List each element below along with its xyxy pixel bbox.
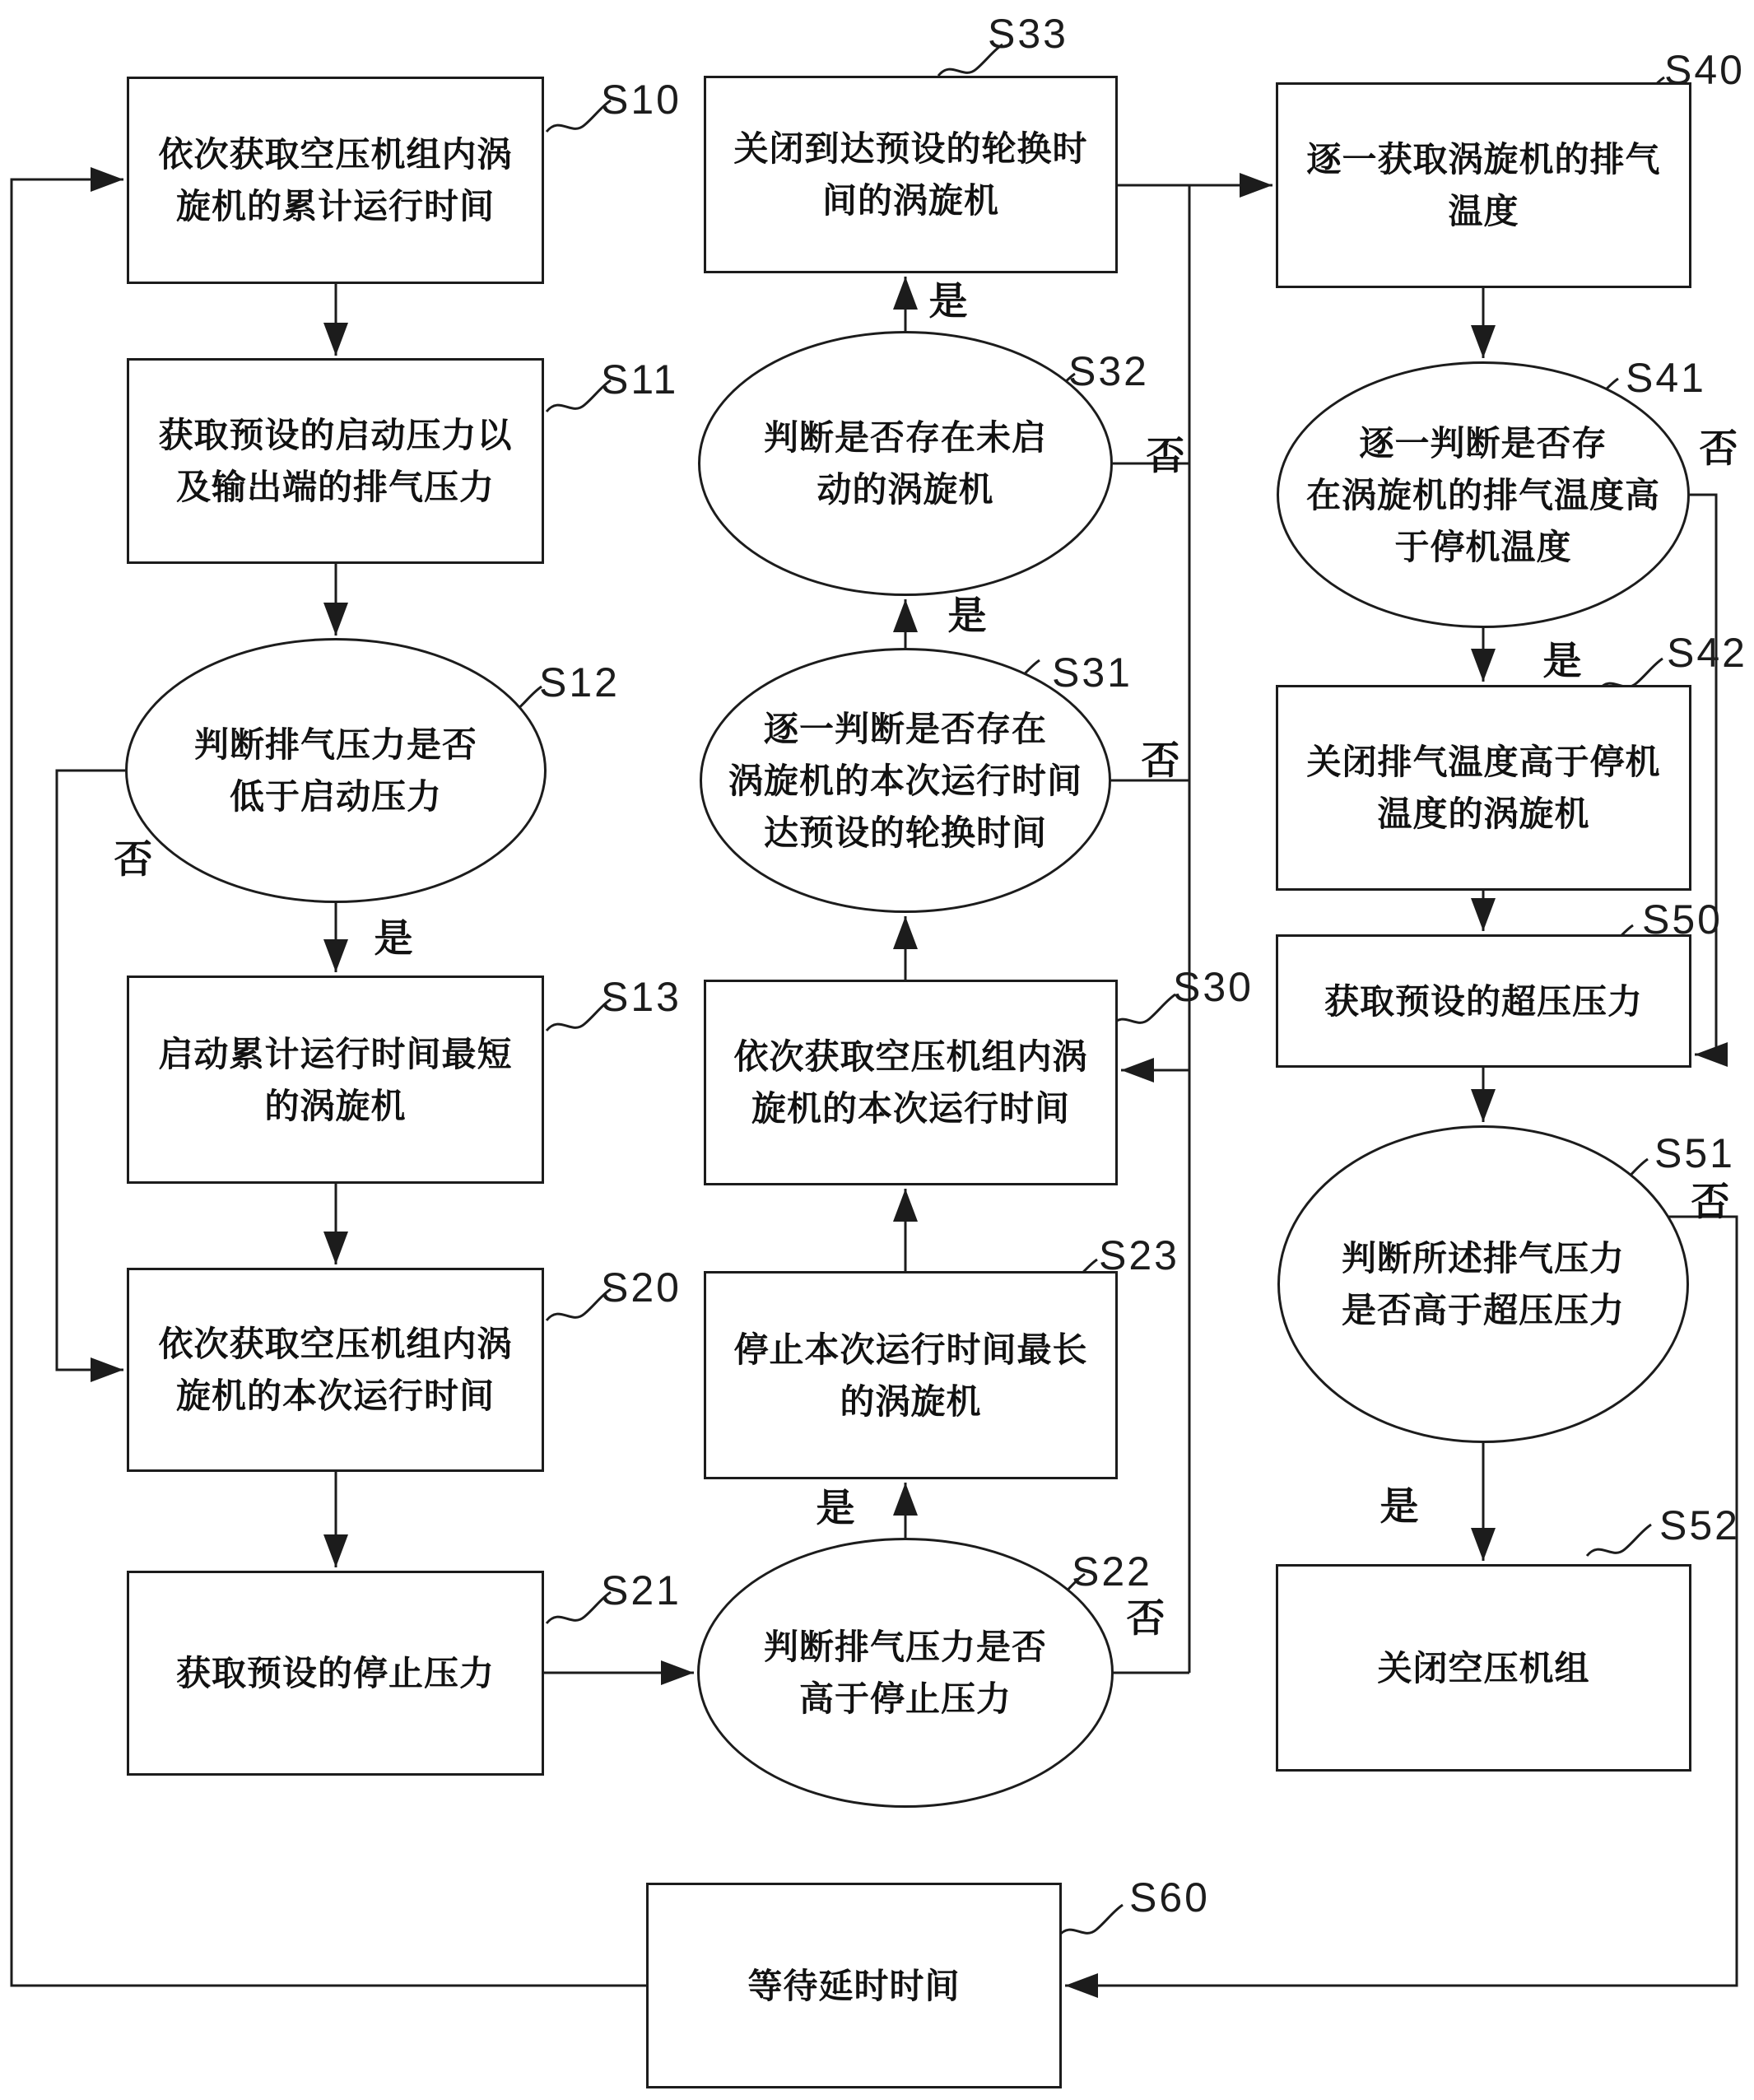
step-ref-label-s32: S32 [1068, 348, 1149, 394]
step-ref-label-s20: S20 [601, 1264, 682, 1311]
step-text-s30: 依次获取空压机组内涡 旋机的本次运行时间 [733, 1037, 1088, 1128]
decision-text-s32: 判断是否存在未启 动的涡旋机 [763, 418, 1047, 509]
step-ref-label-s11: S11 [601, 356, 679, 403]
step-ref-label-s22: S22 [1072, 1548, 1152, 1595]
step-ref-label-s13: S13 [601, 974, 682, 1020]
branch-label-yes-s22: 是 [816, 1486, 855, 1530]
branch-label-yes-s41: 是 [1542, 639, 1582, 682]
branch-label-no-s51: 否 [1691, 1180, 1730, 1223]
step-box-s33 [704, 76, 1118, 273]
step-ref-label-s21: S21 [601, 1567, 682, 1613]
decision-text-s41: 逐一判断是否存 在涡旋机的排气温度高 于停机温度 [1305, 423, 1660, 566]
step-box-s60 [646, 1883, 1062, 2088]
step-box-s40 [1276, 82, 1691, 288]
step-ref-label-s52: S52 [1659, 1502, 1740, 1548]
decision-text-s51: 判断所述排气压力 是否高于超压压力 [1341, 1239, 1625, 1329]
step-ref-label-s30: S30 [1173, 964, 1254, 1010]
decision-ellipse-s22 [697, 1538, 1114, 1808]
step-text-s50: 获取预设的超压压力 [1324, 981, 1643, 1021]
step-text-s60: 等待延时时间 [747, 1966, 961, 2005]
decision-ellipse-s51 [1277, 1125, 1689, 1443]
flow-arrow-s41-no-s50 [1690, 495, 1716, 1055]
branch-label-yes-s51: 是 [1379, 1484, 1419, 1528]
step-box-s13 [127, 975, 544, 1184]
step-ref-label-s51: S51 [1654, 1130, 1735, 1176]
step-ref-label-s60: S60 [1129, 1874, 1210, 1921]
step-text-s40: 逐一获取涡旋机的排气 温度 [1306, 140, 1661, 230]
step-text-s33: 关闭到达预设的轮换时 间的涡旋机 [733, 129, 1088, 220]
step-text-s13: 启动累计运行时间最短 的涡旋机 [158, 1034, 513, 1125]
step-ref-label-s10: S10 [601, 77, 682, 123]
step-ref-label-s50: S50 [1642, 896, 1723, 943]
step-box-s20 [127, 1268, 544, 1472]
branch-label-yes-s31: 是 [947, 594, 987, 637]
step-ref-label-s42: S42 [1667, 630, 1747, 676]
step-box-s50 [1276, 934, 1691, 1068]
step-box-s42 [1276, 685, 1691, 891]
step-text-s52: 关闭空压机组 [1377, 1648, 1590, 1688]
decision-text-s12: 判断排气压力是否 低于启动压力 [193, 725, 477, 816]
branch-label-no-s32: 否 [1146, 434, 1185, 477]
decision-ellipse-s12 [125, 638, 547, 903]
step-text-s11: 获取预设的启动压力以 及输出端的排气压力 [158, 416, 513, 506]
decision-ellipse-s31 [700, 648, 1111, 913]
step-ref-label-s33: S33 [988, 11, 1068, 57]
branch-label-no-s31: 否 [1141, 738, 1180, 782]
decision-text-s22: 判断排气压力是否 高于停止压力 [763, 1627, 1047, 1718]
step-text-s21: 获取预设的停止压力 [175, 1654, 495, 1693]
step-box-s52 [1276, 1564, 1691, 1772]
step-text-s10: 依次获取空压机组内涡 旋机的累计运行时间 [158, 135, 513, 226]
step-ref-label-s40: S40 [1664, 47, 1745, 93]
step-text-s42: 关闭排气温度高于停机 温度的涡旋机 [1306, 743, 1661, 833]
step-box-s30 [704, 980, 1118, 1185]
branch-label-no-s41: 否 [1699, 426, 1738, 470]
step-box-s23 [704, 1271, 1118, 1479]
step-box-s10 [127, 77, 544, 284]
decision-text-s31: 逐一判断是否存在 涡旋机的本次运行时间 达预设的轮换时间 [728, 709, 1082, 852]
branch-label-yes-s32: 是 [928, 279, 968, 323]
step-ref-label-s12: S12 [539, 659, 620, 705]
branch-label-no-s12: 否 [114, 837, 153, 881]
branch-label-no-s22: 否 [1126, 1596, 1165, 1640]
step-ref-label-s23: S23 [1099, 1232, 1179, 1278]
step-box-s11 [127, 358, 544, 564]
step-ref-label-s31: S31 [1052, 650, 1133, 696]
decision-ellipse-s32 [698, 331, 1113, 596]
step-text-s20: 依次获取空压机组内涡 旋机的本次运行时间 [158, 1325, 513, 1415]
step-text-s23: 停止本次运行时间最长 的涡旋机 [733, 1329, 1088, 1421]
step-ref-label-s41: S41 [1626, 355, 1706, 401]
step-box-s21 [127, 1571, 544, 1776]
branch-label-yes-s12: 是 [374, 916, 413, 960]
